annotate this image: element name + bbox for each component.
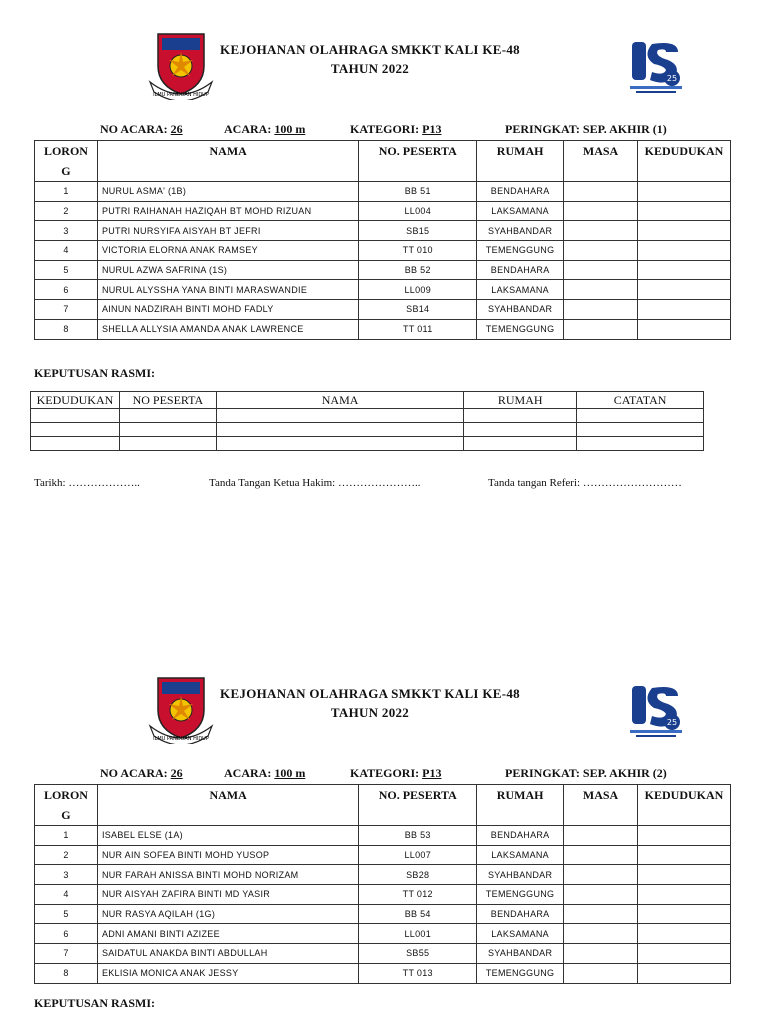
kedudukan-cell[interactable]: [638, 260, 731, 280]
masa-cell[interactable]: [564, 319, 638, 339]
kedudukan-cell[interactable]: [638, 221, 731, 241]
kedudukan-cell[interactable]: [638, 944, 731, 964]
table-row: 2 NUR AIN SOFEA BINTI MOHD YUSOP LL007 LAKSAMANA: [35, 845, 731, 865]
masa-cell[interactable]: [564, 826, 638, 846]
masa-cell[interactable]: [564, 904, 638, 924]
school-crest-logo: [148, 674, 214, 744]
table-row: 8 SHELLA ALLYSIA AMANDA ANAK LAWRENCE TT 011 TEMENGGUNG: [35, 319, 731, 339]
official-row[interactable]: [31, 409, 704, 423]
title-line-1: KEJOHANAN OLAHRAGA SMKKT KALI KE-48: [220, 42, 520, 57]
official-row[interactable]: [31, 423, 704, 437]
kedudukan-cell[interactable]: [638, 241, 731, 261]
no-acara: NO ACARA: 26: [100, 122, 183, 136]
kategori: KATEGORI: P13: [350, 122, 442, 136]
masa-cell[interactable]: [564, 221, 638, 241]
masa-cell[interactable]: [564, 300, 638, 320]
col-rumah: RUMAH: [477, 785, 564, 826]
kedudukan-cell[interactable]: [638, 300, 731, 320]
referee-signature-line: Tanda tangan Referi: ………………………: [488, 477, 682, 489]
official-row[interactable]: [31, 437, 704, 451]
official-result-table: [30, 391, 704, 451]
kedudukan-cell[interactable]: [638, 963, 731, 983]
kedudukan-cell[interactable]: [638, 865, 731, 885]
col-masa: MASA: [564, 141, 638, 182]
peringkat: PERINGKAT: SEP. AKHIR (2): [505, 766, 667, 780]
table-row: 7 SAIDATUL ANAKDA BINTI ABDULLAH SB55 SYAHBANDAR: [35, 944, 731, 964]
masa-cell[interactable]: [564, 201, 638, 221]
masa-cell[interactable]: [564, 885, 638, 905]
school-crest-logo: [148, 30, 214, 100]
masa-cell[interactable]: [564, 924, 638, 944]
page-title: [220, 684, 520, 722]
table-row: 2 PUTRI RAIHANAH HAZIQAH BT MOHD RIZUAN LL004 LAKSAMANA: [35, 201, 731, 221]
no-acara: NO ACARA: 26: [100, 766, 183, 780]
title-line-2: TAHUN 2022: [330, 705, 410, 720]
kedudukan-cell[interactable]: [638, 845, 731, 865]
anniversary-logo: [628, 680, 684, 740]
table-row: 3 PUTRI NURSYIFA AISYAH BT JEFRI SB15 SYAHBANDAR: [35, 221, 731, 241]
masa-cell[interactable]: [564, 845, 638, 865]
table-header-row: [35, 785, 731, 826]
col-kedudukan: KEDUDUKAN: [638, 141, 731, 182]
crest-motto: ILMU PANDUAN HIDUP: [153, 92, 209, 98]
col-no-peserta: NO. PESERTA: [359, 785, 477, 826]
masa-cell[interactable]: [564, 241, 638, 261]
kedudukan-cell[interactable]: [638, 280, 731, 300]
crest-motto: ILMU PANDUAN HIDUP: [153, 736, 209, 742]
svg-text:25: 25: [666, 74, 678, 83]
masa-cell[interactable]: [564, 963, 638, 983]
col-nama: NAMA: [97, 141, 358, 182]
col-rumah: RUMAH: [477, 141, 564, 182]
table-row: 3 NUR FARAH ANISSA BINTI MOHD NORIZAM SB28 SYAHBANDAR: [35, 865, 731, 885]
table-row: 4 VICTORIA ELORNA ANAK RAMSEY TT 010 TEMENGGUNG: [35, 241, 731, 261]
table-header-row: [35, 141, 731, 182]
table-row: 8 EKLISIA MONICA ANAK JESSY TT 013 TEMENGGUNG: [35, 963, 731, 983]
table-row: 7 AINUN NADZIRAH BINTI MOHD FADLY SB14 SYAHBANDAR: [35, 300, 731, 320]
page-title: [220, 40, 520, 78]
kedudukan-cell[interactable]: [638, 924, 731, 944]
acara: ACARA: 100 m: [224, 122, 306, 136]
kedudukan-cell[interactable]: [638, 885, 731, 905]
masa-cell[interactable]: [564, 260, 638, 280]
masa-cell[interactable]: [564, 182, 638, 202]
table-row: 6 NURUL ALYSSHA YANA BINTI MARASWANDIE LL009 LAKSAMANA: [35, 280, 731, 300]
masa-cell[interactable]: [564, 865, 638, 885]
peringkat: PERINGKAT: SEP. AKHIR (1): [505, 122, 667, 136]
kedudukan-cell[interactable]: [638, 826, 731, 846]
head-judge-signature-line: Tanda Tangan Ketua Hakim: …………………..: [209, 477, 421, 489]
table-row: 1 ISABEL ELSE (1A) BB 53 BENDAHARA: [35, 826, 731, 846]
official-result-heading: KEPUTUSAN RASMI:: [34, 366, 156, 380]
table-row: 4 NUR AISYAH ZAFIRA BINTI MD YASIR TT 012 TEMENGGUNG: [35, 885, 731, 905]
heat-results-table: [34, 784, 731, 984]
kategori: KATEGORI: P13: [350, 766, 442, 780]
col-kedudukan: KEDUDUKAN: [638, 785, 731, 826]
col-masa: MASA: [564, 785, 638, 826]
table-row: 5 NUR RASYA AQILAH (1G) BB 54 BENDAHARA: [35, 904, 731, 924]
kedudukan-cell[interactable]: [638, 319, 731, 339]
masa-cell[interactable]: [564, 944, 638, 964]
col-nama: NAMA: [97, 785, 358, 826]
tarikh-line: Tarikh: ………………..: [34, 477, 140, 489]
table-row: 6 ADNI AMANI BINTI AZIZEE LL001 LAKSAMANA: [35, 924, 731, 944]
anniversary-logo: [628, 36, 684, 96]
table-row: 1 NURUL ASMA' (1B) BB 51 BENDAHARA: [35, 182, 731, 202]
masa-cell[interactable]: [564, 280, 638, 300]
heat-results-table: [34, 140, 731, 340]
kedudukan-cell[interactable]: [638, 201, 731, 221]
table-row: 5 NURUL AZWA SAFRINA (1S) BB 52 BENDAHARA: [35, 260, 731, 280]
acara: ACARA: 100 m: [224, 766, 306, 780]
kedudukan-cell[interactable]: [638, 182, 731, 202]
col-loron: LORON G: [35, 785, 98, 826]
official-result-heading: KEPUTUSAN RASMI:: [34, 996, 156, 1010]
col-loron: LORON G: [35, 141, 98, 182]
svg-text:25: 25: [666, 718, 678, 727]
title-line-2: TAHUN 2022: [330, 61, 410, 76]
kedudukan-cell[interactable]: [638, 904, 731, 924]
title-line-1: KEJOHANAN OLAHRAGA SMKKT KALI KE-48: [220, 686, 520, 701]
official-header-row: KEDUDUKAN NO PESERTA NAMA RUMAH CATATAN: [31, 392, 704, 409]
col-no-peserta: NO. PESERTA: [359, 141, 477, 182]
